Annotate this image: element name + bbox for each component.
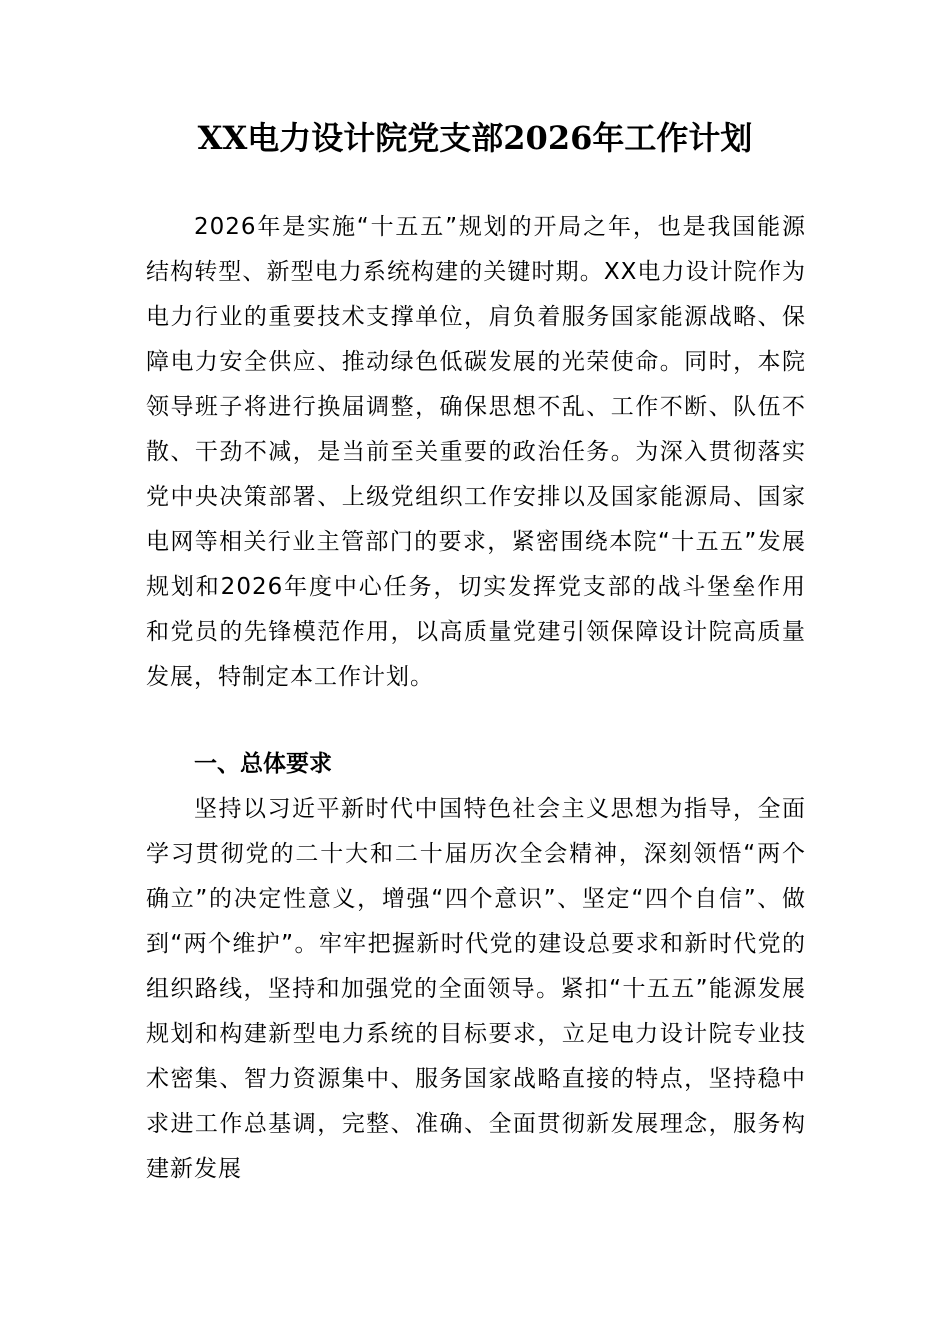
section-paragraph-overall-requirements: 坚持以习近平新时代中国特色社会主义思想为指导，全面学习贯彻党的二十大和二十届历次全会精神，深刻领悟“两个确立”的决定性意义，增强“四个意识”、坚定“四个自信”、做到“两个维护”。牢牢把握新时代党的建设总要求和新时代党的组织路线，坚持和加强党的全面领导。紧扣“十五五”能源发展规划和构建新型电力系统的目标要求，立足电力设计院专业技术密集、智力资源集中、服务国家战略直接的特点，坚持稳中求进工作总基调，完整、准确、全面贯彻新发展理念，服务构建新发展 <box>146 796 806 1182</box>
intro-paragraph: 2026年是实施“十五五”规划的开局之年，也是我国能源结构转型、新型电力系统构建的关键时期。XX电力设计院作为电力行业的重要技术支撑单位，肩负着服务国家能源战略、保障电力安全供应、推动绿色低碳发展的光荣使命。同时，本院领导班子将进行换届调整，确保思想不乱、工作不断、队伍不散、干劲不减，是当前至关重要的政治任务。为深入贯彻落实党中央决策部署、上级党组织工作安排以及国家能源局、国家电网等相关行业主管部门的要求，紧密围绕本院“十五五”发展规划和2026年度中心任务，切实发挥党支部的战斗堡垒作用和党员的先锋模范作用，以高质量党建引领保障设计院高质量发展，特制定本工作计划。 <box>146 214 806 690</box>
section-heading-overall-requirements: 一、总体要求 <box>194 751 332 777</box>
document-title: XX电力设计院党支部2026年工作计划 <box>197 119 753 157</box>
